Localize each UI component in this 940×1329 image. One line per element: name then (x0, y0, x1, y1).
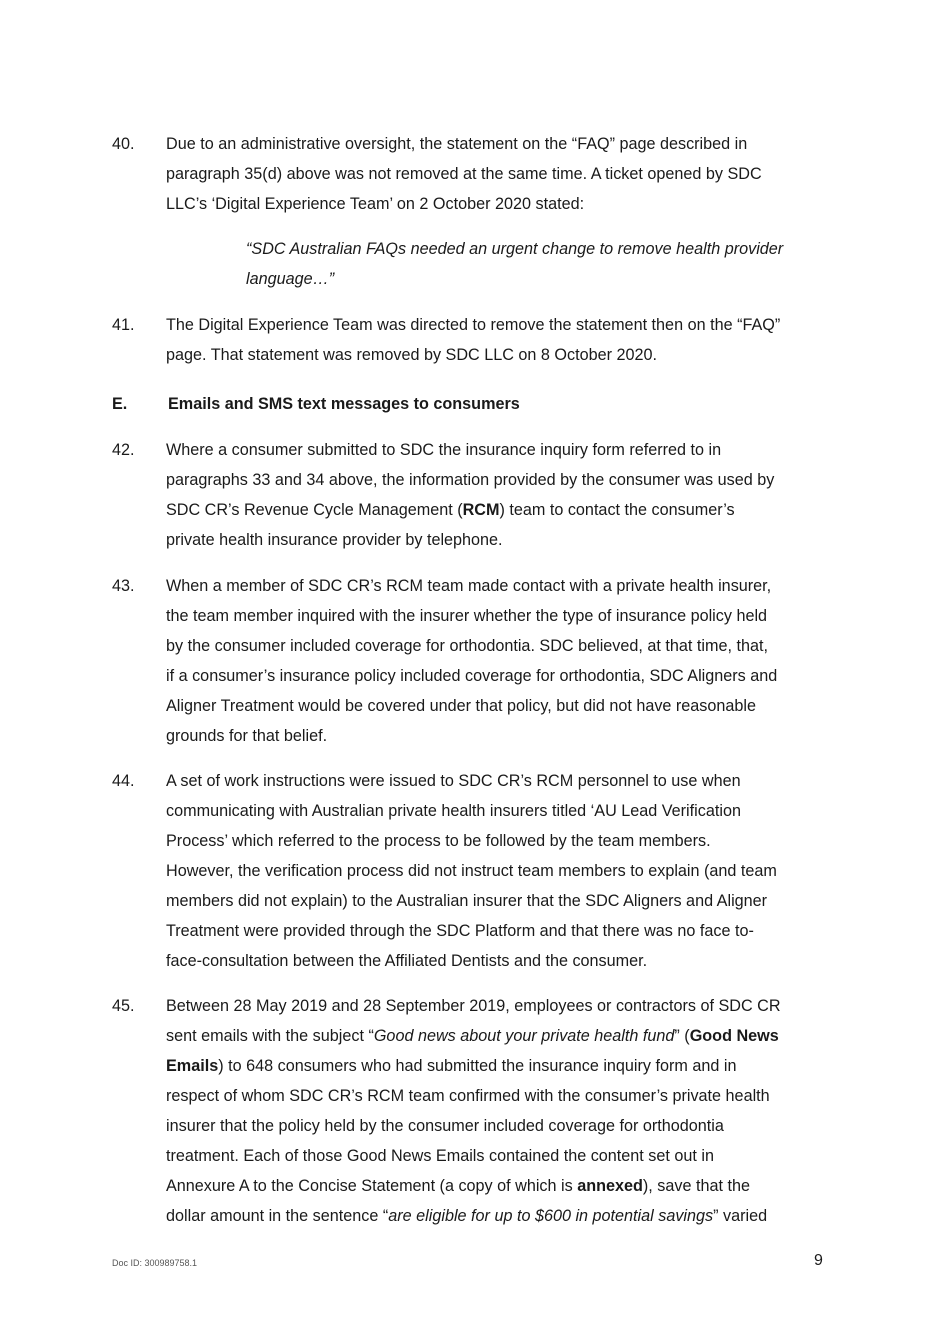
paragraph-42 (112, 435, 832, 555)
paragraph-line: Where a consumer submitted to SDC the insurance inquiry form referred to in (166, 441, 722, 459)
paragraph-line: if a consumer’s insurance policy included coverage for orthodontia, SDC Aligners and (166, 667, 778, 685)
paragraph-number: 42. (112, 441, 135, 459)
text-run: dollar amount in the sentence “ (166, 1207, 389, 1225)
email-subject: Good news about your private health fund (373, 1027, 675, 1045)
paragraph-body (166, 991, 832, 1231)
defined-term: RCM (462, 501, 500, 519)
paragraph-line: private health insurance provider by telephone. (166, 531, 503, 549)
paragraph-line: Treatment were provided through the SDC Platform and that there was no face to- (166, 922, 754, 940)
text-run: Annexure A to the Concise Statement (a copy of which is (166, 1177, 578, 1195)
paragraph-line: When a member of SDC CR’s RCM team made contact with a private health insurer, (166, 577, 772, 595)
paragraph-45 (112, 991, 832, 1231)
paragraph-body (166, 571, 832, 751)
paragraph-number: 43. (112, 577, 135, 595)
paragraph-43 (112, 571, 832, 751)
block-quote (246, 234, 836, 294)
paragraph-44 (112, 766, 832, 976)
document-id: Doc ID: 300989758.1 (112, 1258, 198, 1268)
text-run: SDC CR’s Revenue Cycle Management ( (166, 501, 463, 519)
paragraph-line: However, the verification process did not instruct team members to explain (and team (166, 862, 777, 880)
paragraph-line: paragraphs 33 and 34 above, the information provided by the consumer was used by (166, 471, 775, 489)
paragraph-line: face-consultation between the Affiliated Dentists and the consumer. (166, 952, 648, 970)
paragraph-line (166, 495, 832, 525)
paragraph-line (166, 1201, 832, 1231)
paragraph-line: LLC’s ‘Digital Experience Team’ on 2 October 2020 stated: (166, 195, 585, 213)
paragraph-line: members did not explain) to the Australian insurer that the SDC Aligners and Aligner (166, 892, 768, 910)
paragraph-40 (112, 129, 832, 219)
text-run: ), save that the (642, 1177, 750, 1195)
paragraph-line: communicating with Australian private health insurers titled ‘AU Lead Verification (166, 802, 741, 820)
paragraph-number: 41. (112, 316, 135, 334)
paragraph-body (166, 435, 832, 555)
paragraph-body (166, 310, 832, 370)
paragraph-line (166, 1171, 832, 1201)
section-heading-e (112, 389, 832, 419)
paragraph-line: Due to an administrative oversight, the statement on the “FAQ” page described in (166, 135, 748, 153)
paragraph-line: insurer that the policy held by the consumer included coverage for orthodontia (166, 1117, 724, 1135)
paragraph-line: Process’ which referred to the process to be followed by the team members. (166, 832, 711, 850)
text-run: ) to 648 consumers who had submitted the insurance inquiry form and in (218, 1057, 737, 1075)
text-run: sent emails with the subject “ (166, 1027, 374, 1045)
text-run: ” ( (674, 1027, 690, 1045)
paragraph-line: paragraph 35(d) above was not removed at the same time. A ticket opened by SDC (166, 165, 762, 183)
paragraph-line: grounds for that belief. (166, 727, 328, 745)
paragraph-line: treatment. Each of those Good News Emails contained the content set out in (166, 1147, 714, 1165)
paragraph-line: The Digital Experience Team was directed to remove the statement then on the “FAQ” (166, 316, 781, 334)
quote-line: language…” (246, 270, 335, 288)
defined-term: Emails (166, 1057, 219, 1075)
paragraph-number: 40. (112, 135, 135, 153)
page-number: 9 (814, 1252, 823, 1269)
paragraph-line: by the consumer included coverage for orthodontia. SDC believed, at that time, that, (166, 637, 768, 655)
section-title: Emails and SMS text messages to consumers (168, 395, 520, 413)
paragraph-line (166, 1051, 832, 1081)
text-run: ” varied (713, 1207, 768, 1225)
paragraph-41 (112, 310, 832, 370)
paragraph-line: the team member inquired with the insurer whether the type of insurance policy held (166, 607, 768, 625)
paragraph-number: 45. (112, 997, 135, 1015)
paragraph-line: A set of work instructions were issued to SDC CR’s RCM personnel to use when (166, 772, 741, 790)
paragraph-line (166, 1021, 832, 1051)
quote-line: “SDC Australian FAQs needed an urgent change to remove health provider (246, 240, 784, 258)
paragraph-line: Between 28 May 2019 and 28 September 2019, employees or contractors of SDC CR (166, 997, 781, 1015)
defined-term: annexed (577, 1177, 643, 1195)
paragraph-line: Aligner Treatment would be covered under that policy, but did not have reasonable (166, 697, 757, 715)
paragraph-line: page. That statement was removed by SDC LLC on 8 October 2020. (166, 346, 657, 364)
quoted-sentence: are eligible for up to $600 in potential savings (388, 1207, 714, 1225)
text-run: ) team to contact the consumer’s (499, 501, 735, 519)
paragraph-body (166, 766, 832, 976)
paragraph-line: respect of whom SDC CR’s RCM team confirmed with the consumer’s private health (166, 1087, 770, 1105)
section-letter: E. (112, 395, 128, 413)
paragraph-body (166, 129, 832, 219)
defined-term: Good News (689, 1027, 779, 1045)
paragraph-number: 44. (112, 772, 135, 790)
